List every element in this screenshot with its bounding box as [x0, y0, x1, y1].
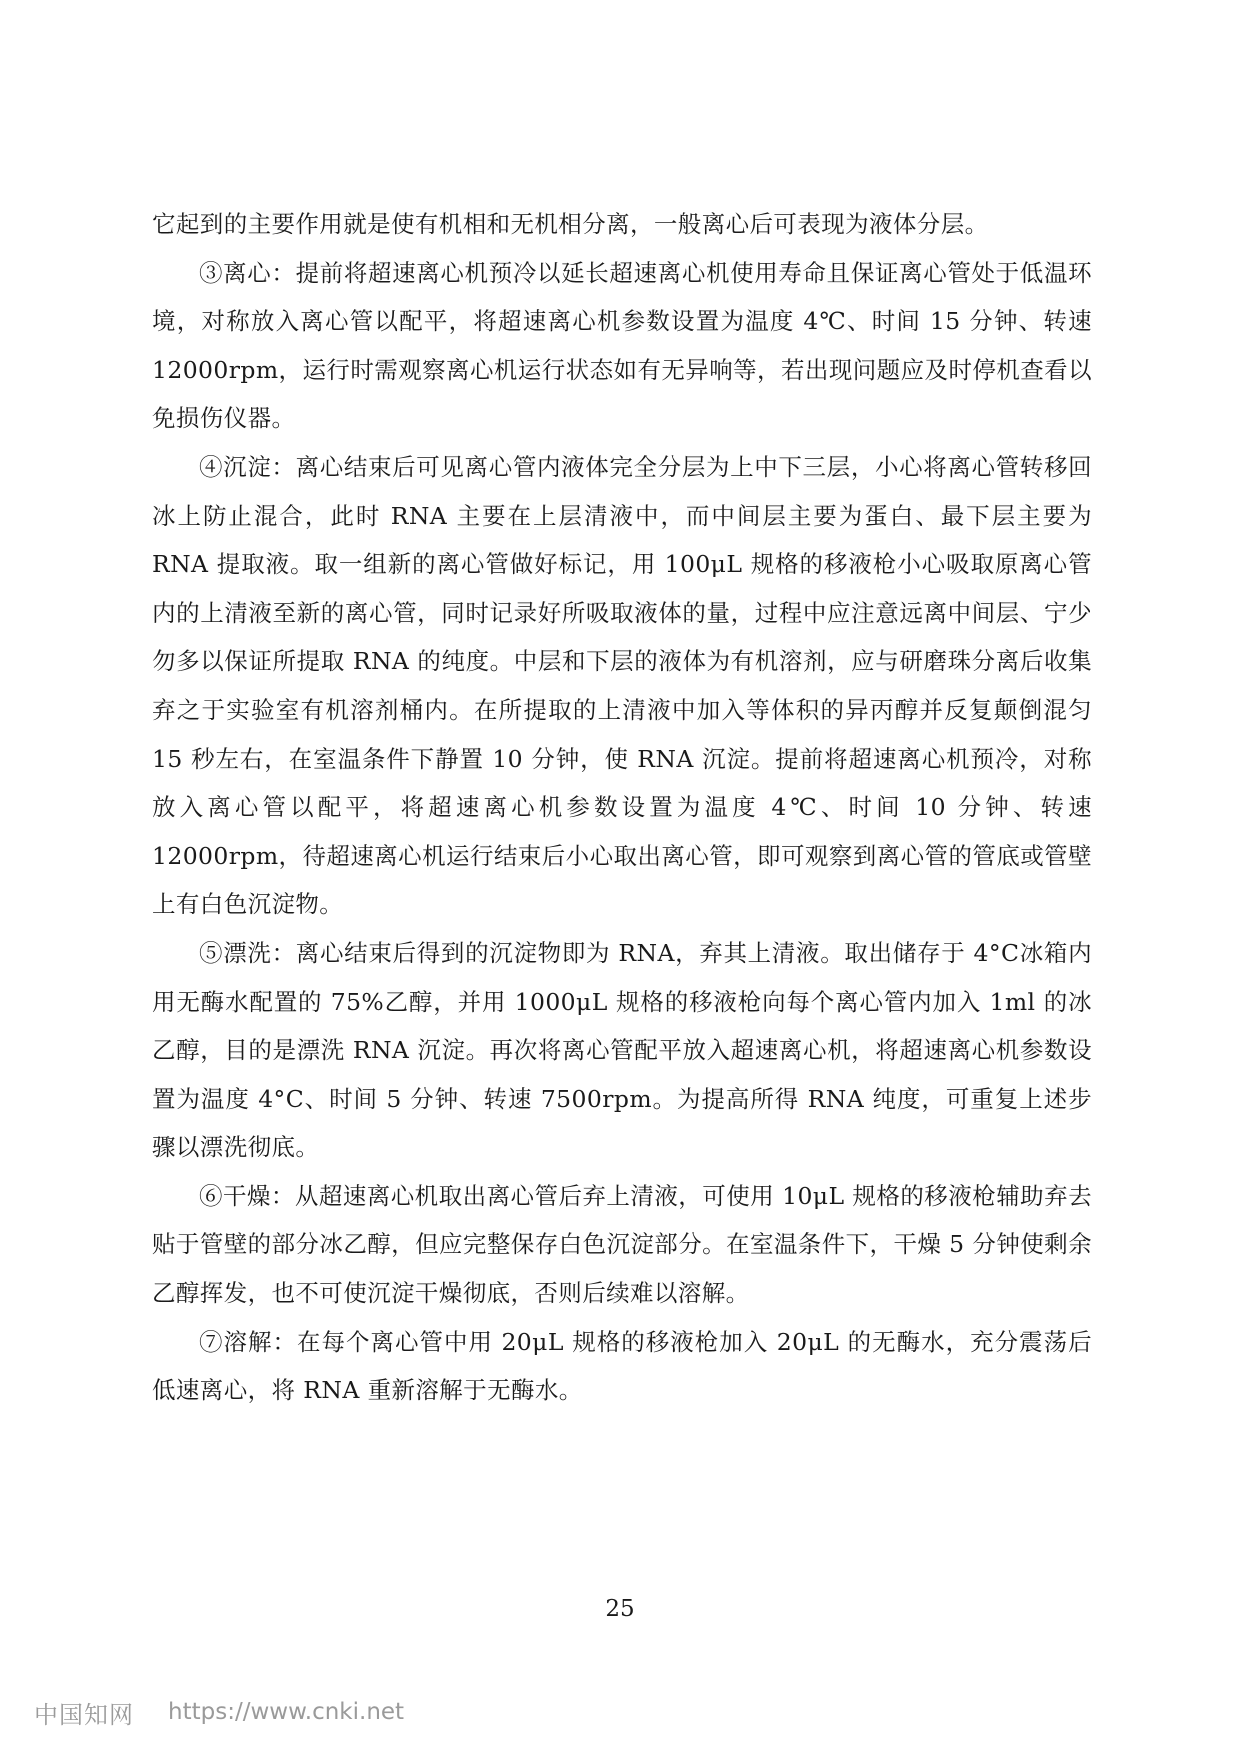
paragraph-centrifuge: ③离心：提前将超速离心机预冷以延长超速离心机使用寿命且保证离心管处于低温环境，对称放入离心管以配平，将超速离心机参数设置为温度 4℃、时间 15 分钟、转速 12000rpm，运行时需观察离心机运行状态如有无异响等，若出现问题应及时停机查看以免损伤仪器。	[152, 258, 1092, 433]
cnki-watermark	[34, 1692, 404, 1732]
paragraph-dissolve: ⑦溶解：在每个离心管中用 20μL 规格的移液枪加入 20μL 的无酶水，充分震荡后低速离心，将 RNA 重新溶解于无酶水。	[152, 1327, 1092, 1405]
watermark-name: 中国知网	[34, 1700, 134, 1729]
paragraph-continuation: 它起到的主要作用就是使有机相和无机相分离，一般离心后可表现为液体分层。	[152, 210, 989, 238]
page-body	[152, 200, 1092, 1415]
paragraph-dry: ⑥干燥：从超速离心机取出离心管后弃上清液，可使用 10μL 规格的移液枪辅助弃去贴于管壁的部分冰乙醇，但应完整保存白色沉淀部分。在室温条件下，干燥 5 分钟使剩余乙醇挥发，也不可使沉淀干燥彻底，否则后续难以溶解。	[152, 1181, 1092, 1308]
paragraph-rinse: ⑤漂洗：离心结束后得到的沉淀物即为 RNA，弃其上清液。取出储存于 4°C冰箱内用无酶水配置的 75%乙醇，并用 1000μL 规格的移液枪向每个离心管内加入 1ml 的冰乙醇，目的是漂洗 RNA 沉淀。再次将离心管配平放入超速离心机，将超速离心机参数设置为温度 4°C、时间 5 分钟、转速 7500rpm。为提高所得 RNA 纯度，可重复上述步骤以漂洗彻底。	[152, 938, 1092, 1162]
page-number: 25	[605, 1596, 635, 1622]
paragraph-precipitation: ④沉淀：离心结束后可见离心管内液体完全分层为上中下三层，小心将离心管转移回冰上防止混合，此时 RNA 主要在上层清液中，而中间层主要为蛋白、最下层主要为 RNA 提取液。取一组新的离心管做好标记，用 100μL 规格的移液枪小心吸取原离心管内的上清液至新的离心管，同时记录好所吸取液体的量，过程中应注意远离中间层、宁少勿多以保证所提取 RNA 的纯度。中层和下层的液体为有机溶剂，应与研磨珠分离后收集弃之于实验室有机溶剂桶内。在所提取的上清液中加入等体积的异丙醇并反复颠倒混匀 15 秒左右，在室温条件下静置 10 分钟，使 RNA 沉淀。提前将超速离心机预冷，对称放入离心管以配平，将超速离心机参数设置为温度 4℃、时间 10 分钟、转速 12000rpm，待超速离心机运行结束后小心取出离心管，即可观察到离心管的管底或管壁上有白色沉淀物。	[152, 452, 1092, 919]
watermark-url[interactable]: https://www.cnki.net	[168, 1699, 405, 1725]
